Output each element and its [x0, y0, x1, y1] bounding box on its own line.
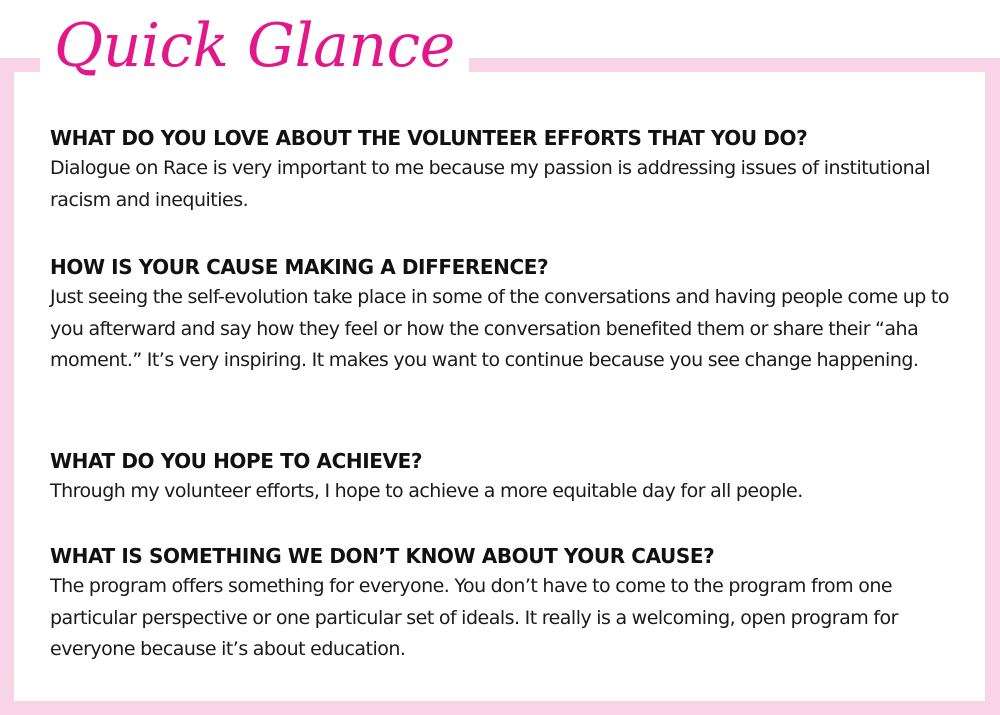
question-heading: WHAT DO YOU LOVE ABOUT THE VOLUNTEER EFFORTS THAT YOU DO?	[50, 126, 808, 150]
qa-item-difference	[50, 253, 980, 377]
answer-text: Dialogue on Race is very important to me because my passion is addressing issues of institutional racism and inequities.	[50, 157, 931, 211]
question-heading: WHAT IS SOMETHING WE DON’T KNOW ABOUT YOUR CAUSE?	[50, 544, 715, 568]
qa-item-love	[50, 124, 980, 216]
answer-text: Through my volunteer efforts, I hope to achieve a more equitable day for all people.	[50, 480, 803, 502]
answer-text: The program offers something for everyone. You don’t have to come to the program from one particular perspective or one particular set of ideals. It really is a welcoming, open program for everyone because it’s about education.	[50, 575, 898, 660]
page-title: Quick Glance	[40, 4, 469, 88]
answer-text: Just seeing the self-evolution take place in some of the conversations and having people come up to you afterward and say how they feel or how the conversation benefited them or share their “aha moment.” It’s very inspiring. It makes you want to continue because you see change happening.	[50, 286, 949, 371]
qa-item-achieve	[50, 447, 980, 508]
question-heading: HOW IS YOUR CAUSE MAKING A DIFFERENCE?	[50, 255, 549, 279]
question-heading: WHAT DO YOU HOPE TO ACHIEVE?	[50, 449, 423, 473]
qa-item-unknown	[50, 542, 980, 666]
